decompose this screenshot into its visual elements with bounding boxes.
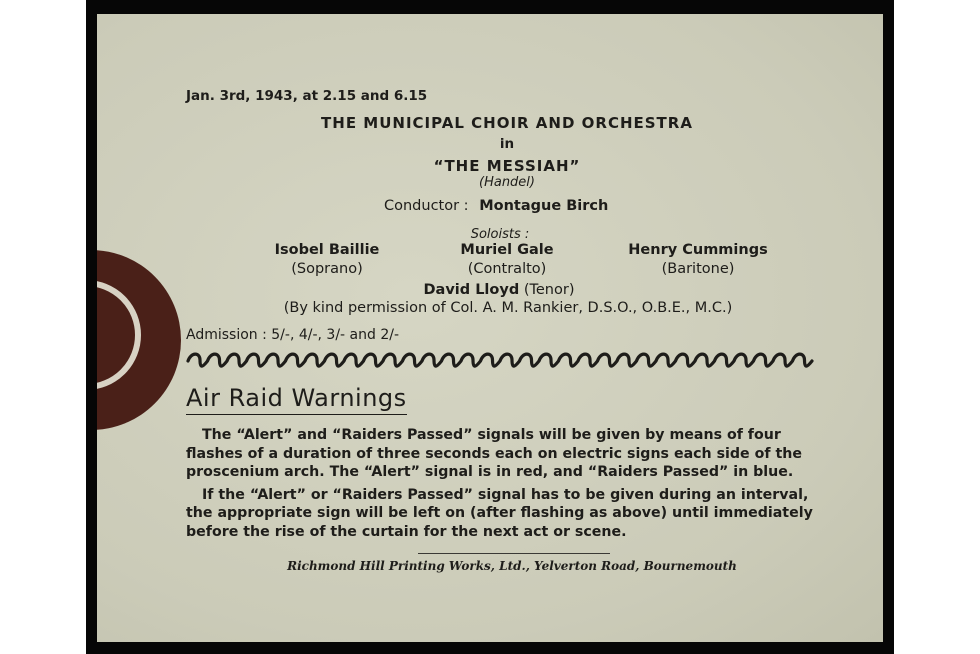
tenor-name: David Lloyd <box>423 282 520 298</box>
divider-line <box>418 553 610 554</box>
composer: (Handel) <box>479 175 535 190</box>
conductor-name: Montague Birch <box>479 198 609 214</box>
tenor-line <box>424 282 575 298</box>
tenor-voice: (Tenor) <box>523 282 575 298</box>
punch-hole <box>97 250 181 430</box>
ornamental-border <box>186 351 832 371</box>
admission-prices: Admission : 5/-, 4/-, 3/- and 2/- <box>186 327 400 343</box>
soloists-label: Soloists : <box>470 227 530 242</box>
permission-note: (By kind permission of Col. A. M. Rankier, D.S.O., O.B.E., M.C.) <box>283 300 733 316</box>
date-line: Jan. 3rd, 1943, at 2.15 and 6.15 <box>186 88 428 104</box>
air-raid-notice <box>186 426 836 545</box>
air-raid-heading: Air Raid Warnings <box>186 384 407 415</box>
notice-paragraph: The “Alert” and “Raiders Passed” signals will be given by means of four flashes of a duration of three seconds each on electric signs each side of the proscenium arch. The “Alert” signal is in red, and “Raiders Passed” in blue. <box>186 427 802 480</box>
soloist-name: Muriel Gale <box>460 242 554 258</box>
work-title: “THE MESSIAH” <box>433 157 581 175</box>
soloist-voice: (Contralto) <box>467 261 547 277</box>
conductor-label: Conductor : <box>384 198 469 214</box>
notice-paragraph: If the “Alert” or “Raiders Passed” signal has to be given during an interval, the appropriate sign will be left on (after flashing as above) until immediately before the rise of the curtain for the next act or scene. <box>186 486 813 540</box>
performers-title: THE MUNICIPAL CHOIR AND ORCHESTRA <box>321 114 693 132</box>
in-text: in <box>499 136 515 152</box>
soloist-name: Henry Cummings <box>628 242 768 258</box>
printer-imprint: Richmond Hill Printing Works, Ltd., Yelverton Road, Bournemouth <box>287 559 737 573</box>
conductor-line <box>384 198 608 214</box>
soloist-voice: (Baritone) <box>661 261 735 277</box>
soloist-voice: (Soprano) <box>291 261 363 277</box>
soloist-name: Isobel Baillie <box>274 242 380 258</box>
programme-card <box>97 14 883 642</box>
